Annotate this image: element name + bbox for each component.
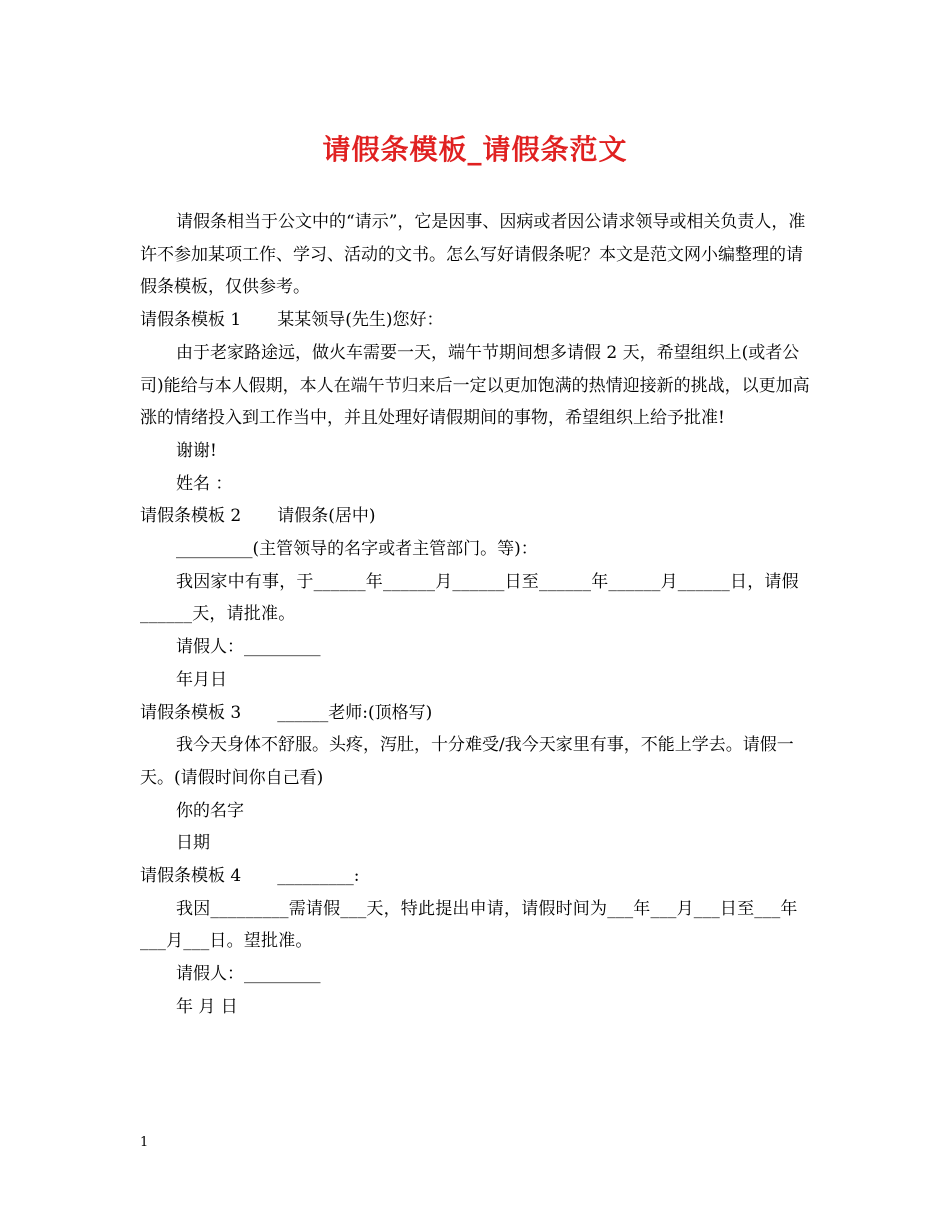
template2-heading-text: 请假条(居中) — [277, 506, 376, 527]
template2-date: 年月日 — [176, 669, 227, 690]
document-body — [140, 206, 812, 1024]
template4-label: 请假条模板 4 — [140, 866, 242, 887]
template3-body: 我今天身体不舒服。头疼，泻肚，十分难受/我今天家里有事，不能上学去。请假一天。(请假时间你自己看) — [140, 735, 794, 788]
page-number: 1 — [140, 1135, 149, 1150]
template3-addressee: ______老师:(顶格写) — [277, 702, 433, 723]
template4-addressee: _________: — [277, 866, 360, 887]
template4-heading — [140, 860, 812, 893]
template1-heading — [140, 304, 812, 337]
template1-name-line: 姓名 ： — [176, 473, 233, 494]
template1-label: 请假条模板 1 — [140, 310, 242, 331]
template2-heading — [140, 500, 812, 533]
intro-paragraph: 请假条相当于公文中的“请示”，它是因事、因病或者因公请求领导或相关负责人，准许不参加某项工作、学习、活动的文书。怎么写好请假条呢？本文是范文网小编整理的请假条模板，仅供参考。 — [140, 212, 806, 298]
template1-thanks: 谢谢! — [176, 440, 217, 461]
template1-body: 由于老家路途远，做火车需要一天，端午节期间想多请假 2 天，希望组织上(或者公司)能给与本人假期，本人在端午节归来后一定以更加饱满的热情迎接新的挑战，以更加高涨的情绪投入到工作当中，并且处理好请假期间的事物，希望组织上给予批准! — [140, 342, 810, 429]
template2-applicant: 请假人：_________ — [176, 637, 321, 658]
template4-date: 年 月 日 — [176, 996, 238, 1017]
template3-name: 你的名字 — [176, 800, 244, 821]
template2-body: 我因家中有事，于______年______月______日至______年______月______日，请假______天，请批准。 — [140, 571, 799, 625]
template2-addressee: _________(主管领导的名字或者主管部门。等)： — [176, 539, 538, 560]
document-title: 请假条模板_请假条范文 — [322, 133, 628, 166]
template1-salutation: 某某领导(先生)您好： — [277, 310, 444, 331]
template3-date: 日期 — [176, 833, 210, 854]
template3-label: 请假条模板 3 — [140, 702, 242, 723]
template4-applicant: 请假人：_________ — [176, 964, 321, 985]
template2-label: 请假条模板 2 — [140, 506, 242, 527]
template3-heading — [140, 697, 812, 730]
template4-body: 我因_________需请假___天，特此提出申请，请假时间为___年___月___日至___年___月___日。望批准。 — [140, 898, 798, 952]
